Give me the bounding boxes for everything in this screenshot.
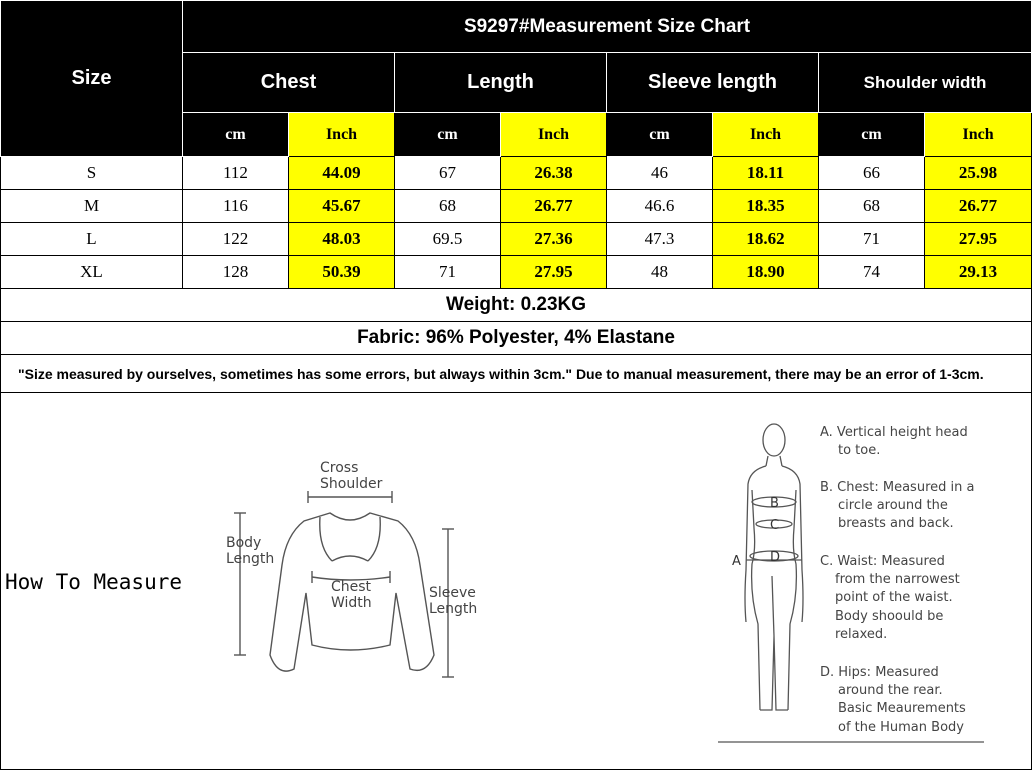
shoulder-inch-cell: 25.98 (925, 157, 1032, 190)
sleeve-inch-cell: 18.62 (713, 223, 819, 256)
chest-cm-cell: 112 (183, 157, 289, 190)
disclaimer-note: "Size measured by ourselves, sometimes has some errors, but always within 3cm." Due to manual measurement, there may be an error of 1-3cm. (1, 355, 1032, 393)
note-b: breasts and back. (838, 516, 954, 531)
how-to-measure-label: How To Measure (5, 570, 183, 594)
chest-inch-cell: 48.03 (289, 223, 395, 256)
chest-width-label: Width (331, 595, 372, 611)
shoulder-inch-cell: 26.77 (925, 190, 1032, 223)
letter-a: A (732, 554, 741, 569)
body-length-label: Length (226, 551, 275, 567)
size-header: Size (1, 1, 183, 157)
table-row (1, 190, 1032, 223)
sleeve-cm-cell: 48 (607, 256, 713, 289)
chest-cm-cell: 116 (183, 190, 289, 223)
size-cell: XL (1, 256, 183, 289)
length-inch-cell: 26.77 (501, 190, 607, 223)
note-d: of the Human Body (838, 720, 964, 735)
note-a: A. Vertical height head (820, 425, 968, 440)
shoulder-cm-cell: 74 (819, 256, 925, 289)
cross-shoulder-label: Cross (320, 460, 359, 476)
table-row (1, 157, 1032, 190)
unit-inch: Inch (925, 113, 1032, 157)
unit-cm: cm (183, 113, 289, 157)
sleeve-cm-cell: 47.3 (607, 223, 713, 256)
cross-shoulder-label: Shoulder (320, 476, 383, 492)
length-cm-cell: 68 (395, 190, 501, 223)
size-cell: M (1, 190, 183, 223)
group-chest: Chest (183, 53, 395, 113)
note-d: around the rear. (838, 683, 943, 698)
letter-c: C (770, 518, 780, 533)
chest-width-label: Chest (331, 579, 372, 595)
group-shoulder-width: Shoulder width (819, 53, 1032, 113)
size-cell: L (1, 223, 183, 256)
sleeve-length-label: Length (429, 601, 478, 617)
unit-inch: Inch (501, 113, 607, 157)
chart-title: S9297#Measurement Size Chart (183, 1, 1032, 53)
chest-inch-cell: 45.67 (289, 190, 395, 223)
shoulder-cm-cell: 71 (819, 223, 925, 256)
group-sleeve-length: Sleeve length (607, 53, 819, 113)
sleeve-length-label: Sleeve (429, 585, 476, 601)
unit-inch: Inch (289, 113, 395, 157)
note-c: C. Waist: Measured (820, 554, 945, 569)
note-c: point of the waist. (835, 590, 953, 605)
chest-inch-cell: 50.39 (289, 256, 395, 289)
note-c: Body shoould be (835, 609, 944, 624)
length-inch-cell: 27.36 (501, 223, 607, 256)
note-c: relaxed. (835, 627, 888, 642)
length-inch-cell: 26.38 (501, 157, 607, 190)
sleeve-inch-cell: 18.90 (713, 256, 819, 289)
note-d: Basic Meaurements (838, 701, 966, 716)
table-row (1, 256, 1032, 289)
body-measure-diagram (716, 410, 996, 745)
length-inch-cell: 27.95 (501, 256, 607, 289)
note-b: circle around the (838, 498, 948, 513)
shoulder-cm-cell: 68 (819, 190, 925, 223)
sleeve-inch-cell: 18.11 (713, 157, 819, 190)
weight-info: Weight: 0.23KG (1, 289, 1032, 322)
note-b: B. Chest: Measured in a (820, 480, 975, 495)
size-cell: S (1, 157, 183, 190)
chest-cm-cell: 122 (183, 223, 289, 256)
shoulder-cm-cell: 66 (819, 157, 925, 190)
length-cm-cell: 67 (395, 157, 501, 190)
length-cm-cell: 69.5 (395, 223, 501, 256)
sleeve-inch-cell: 18.35 (713, 190, 819, 223)
unit-cm: cm (607, 113, 713, 157)
garment-measure-diagram (220, 455, 490, 690)
sleeve-cm-cell: 46 (607, 157, 713, 190)
letter-b: B (770, 496, 779, 511)
length-cm-cell: 71 (395, 256, 501, 289)
letter-d: D (770, 550, 781, 565)
note-d: D. Hips: Measured (820, 665, 939, 680)
note-a: to toe. (838, 443, 881, 458)
unit-cm: cm (395, 113, 501, 157)
fabric-info: Fabric: 96% Polyester, 4% Elastane (1, 322, 1032, 355)
group-length: Length (395, 53, 607, 113)
chest-inch-cell: 44.09 (289, 157, 395, 190)
unit-cm: cm (819, 113, 925, 157)
unit-inch: Inch (713, 113, 819, 157)
sleeve-cm-cell: 46.6 (607, 190, 713, 223)
table-row (1, 223, 1032, 256)
chest-cm-cell: 128 (183, 256, 289, 289)
body-length-label: Body (226, 535, 262, 551)
note-c: from the narrowest (835, 572, 960, 587)
shoulder-inch-cell: 27.95 (925, 223, 1032, 256)
shoulder-inch-cell: 29.13 (925, 256, 1032, 289)
